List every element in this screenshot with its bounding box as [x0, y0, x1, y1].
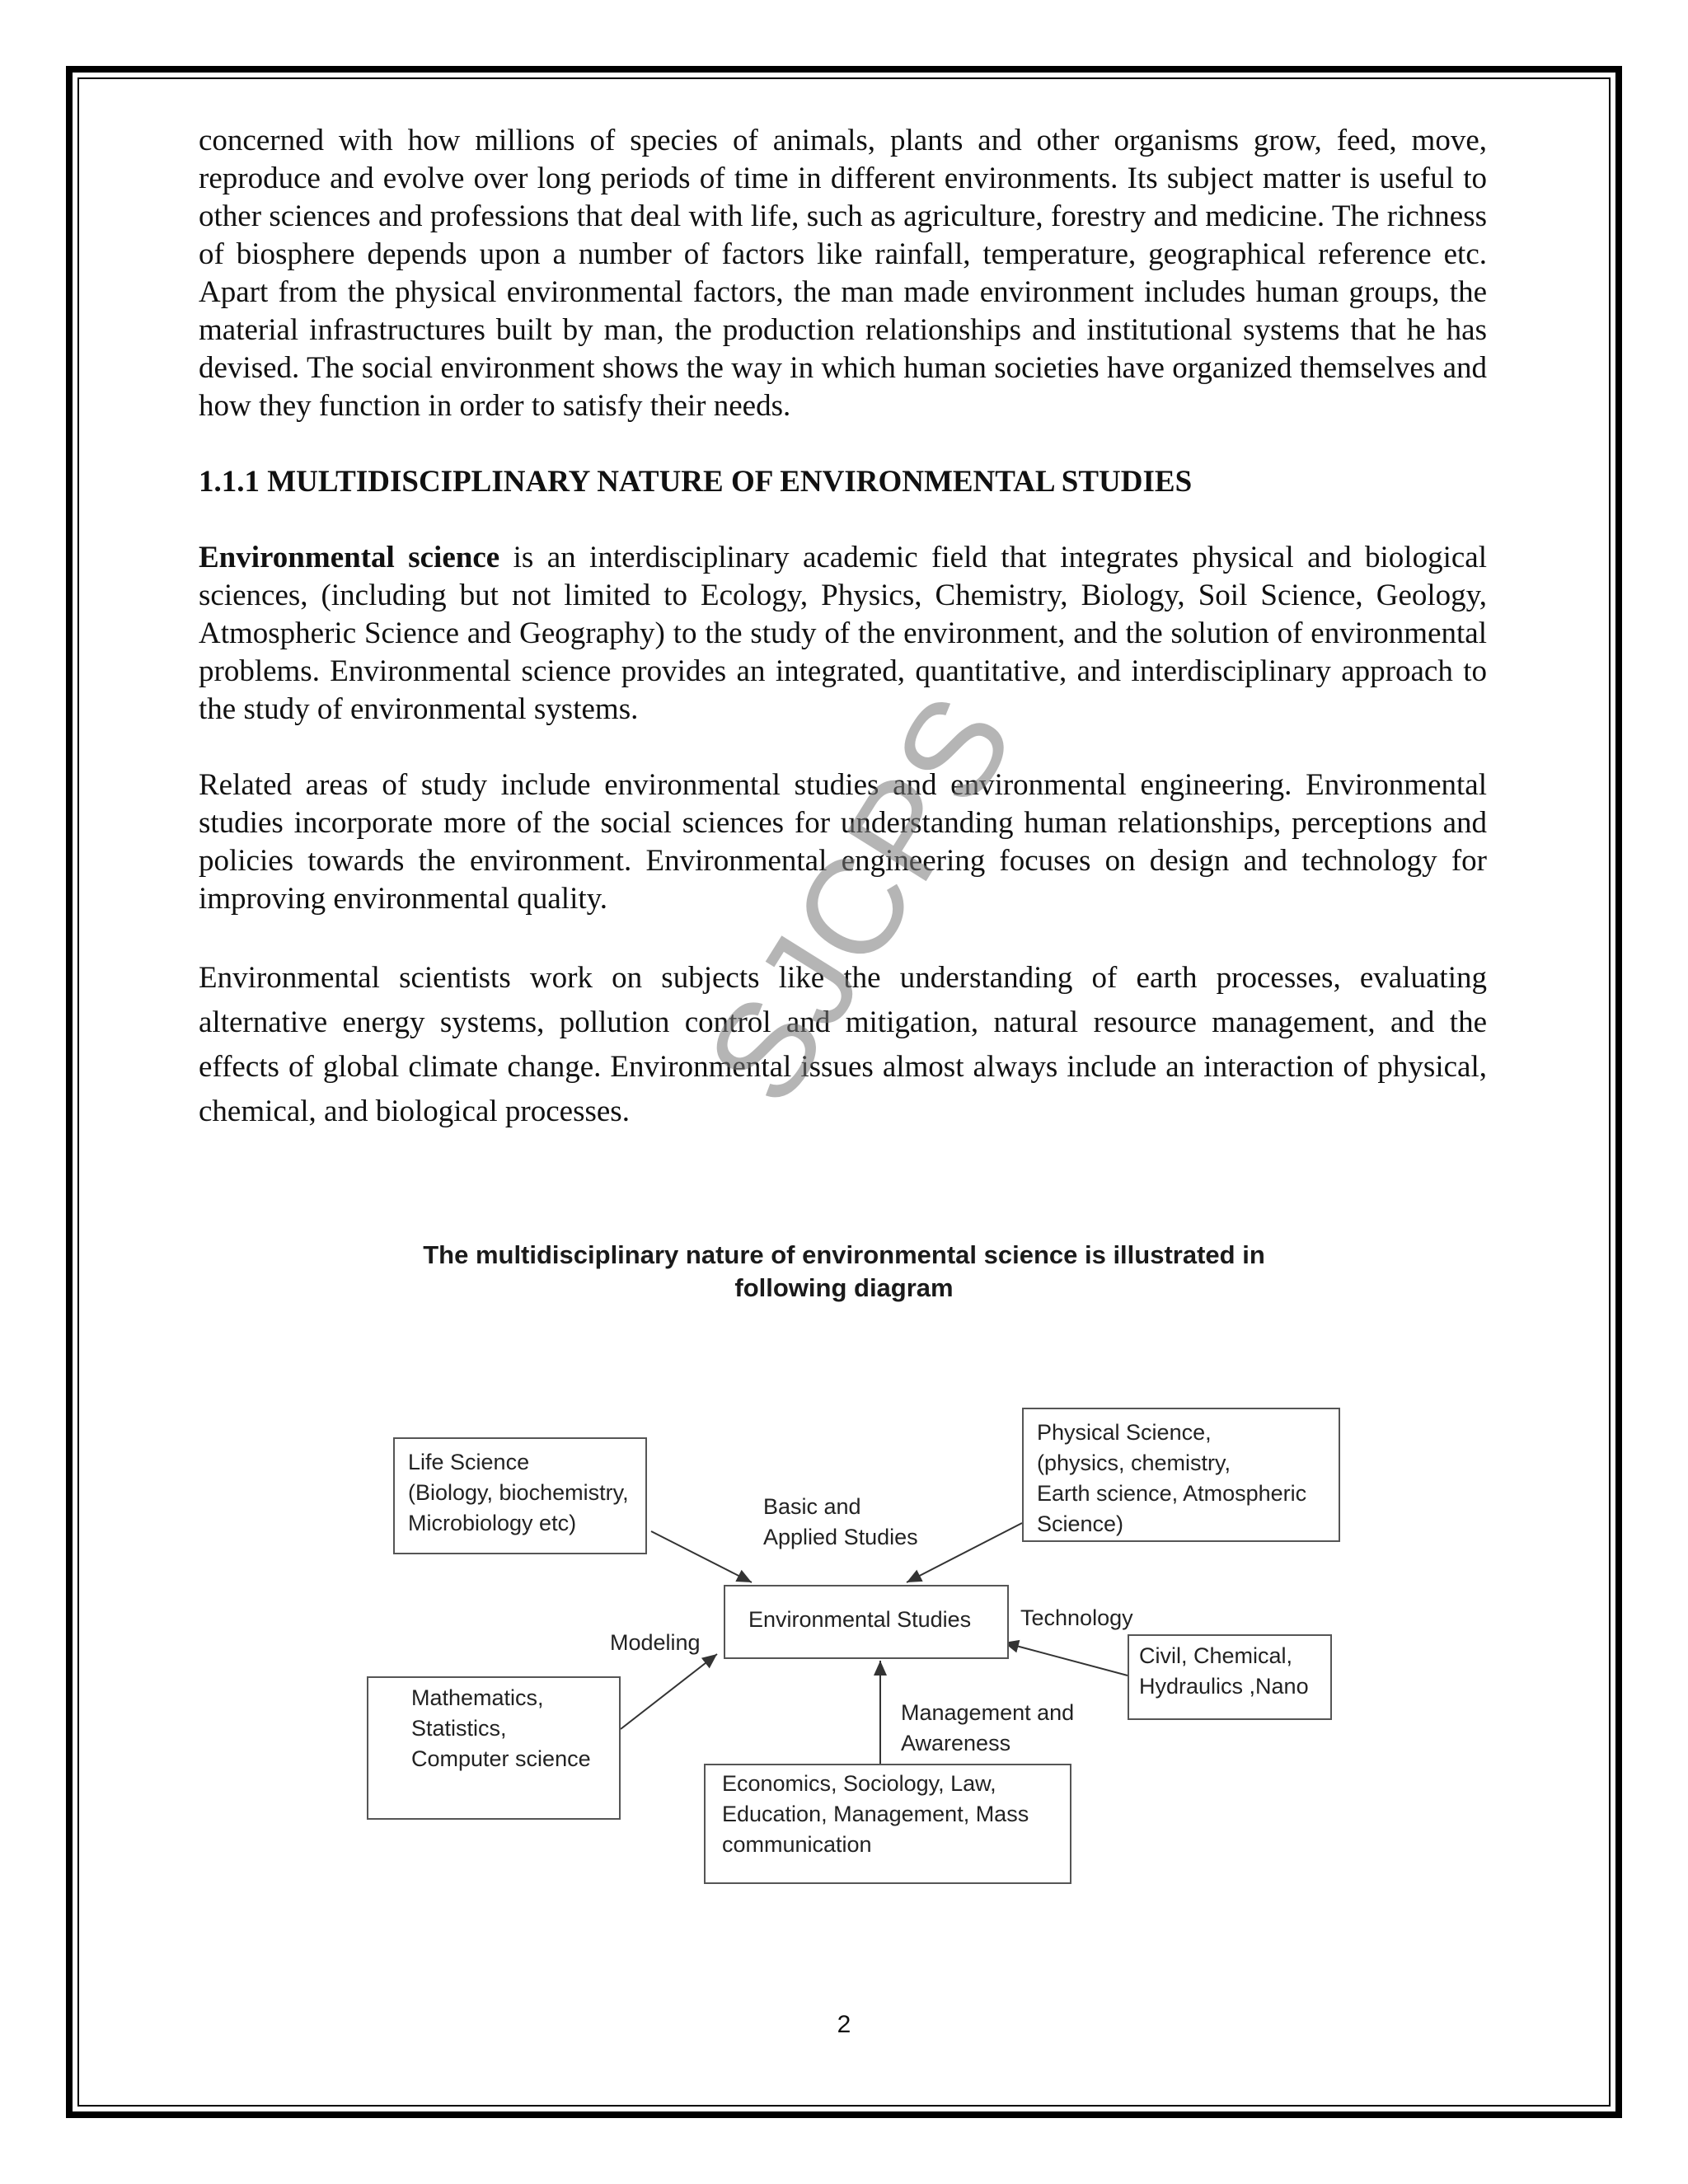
- box-environmental-studies: Environmental Studies: [724, 1585, 1009, 1659]
- box-economics: Economics, Sociology, Law, Education, Management, Mass communication: [704, 1764, 1071, 1884]
- watermark: SJCPS: [677, 668, 1043, 1128]
- arrow-physical-science: [907, 1523, 1022, 1582]
- arrow-mathematics: [621, 1654, 717, 1729]
- page-number: 2: [837, 2011, 851, 2038]
- term-environmental-science: Environmental science: [199, 541, 500, 574]
- diagram-title: The multidisciplinary nature of environmental science is illustrated in following diagram: [423, 1240, 1265, 1302]
- section-heading: 1.1.1 MULTIDISCIPLINARY NATURE OF ENVIRONMENTAL STUDIES: [199, 465, 1193, 499]
- label-basic-applied: Basic and Applied Studies: [763, 1494, 918, 1549]
- label-management: Management and Awareness: [901, 1700, 1075, 1755]
- paragraph-biosphere: concerned with how millions of species of animals, plants and other organisms grow, feed, move, reproduce and evolve over long periods of time in different environments. Its subject matter is useful to other sciences and professions that deal with life, such as agriculture, forestry and medicine. The richness of biosphere depends upon a number of factors like rainfall, temperature, geographical reference etc. Apart from the physical environmental factors, the man made environment includes human groups, the material infrastructures built by man, the production relationships and institutional systems that he has devised. The social environment shows the way in which human societies have organized themselves and how they function in order to satisfy their needs.: [199, 124, 1487, 423]
- arrow-life-science: [651, 1531, 752, 1582]
- box-physical-science: Physical Science, (physics, chemistry, Earth science, Atmospheric Science): [1022, 1408, 1340, 1542]
- paragraph-related-areas: Related areas of study include environmental studies and environmental engineering. Environmental studies incorporate more of the social sciences for understanding human relationships, perceptions and policies towards the environment. Environmental engineering focuses on design and technology for improving environmental quality.: [199, 768, 1487, 916]
- label-technology: Technology: [1020, 1605, 1133, 1630]
- label-modeling: Modeling: [610, 1630, 701, 1655]
- box-civil: Civil, Chemical, Hydraulics ,Nano: [1128, 1634, 1332, 1720]
- paragraph-scientists-work: Environmental scientists work on subjects like the understanding of earth processes, evaluating alternative energy systems, pollution control and mitigation, natural resource management, and the effects of global climate change. Environmental issues almost always include an interaction of physical, chemical, and biological processes.: [199, 961, 1487, 1128]
- arrow-civil: [1004, 1643, 1128, 1675]
- box-mathematics: Mathematics, Statistics, Computer science: [367, 1676, 621, 1820]
- paragraph-environmental-science-text: is an interdisciplinary academic field that integrates physical and biological sciences, (including but not limited to Ecology, Physics, Chemistry, Biology, Soil Science, Geology, Atmospheric Science and Geography) to the study of the environment, and the solution of environmental problems. Environmental science provides an integrated, quantitative, and interdisciplinary approach to the study of environmental systems.: [199, 541, 1487, 726]
- box-life-science: Life Science (Biology, biochemistry, Microbiology etc): [393, 1437, 647, 1554]
